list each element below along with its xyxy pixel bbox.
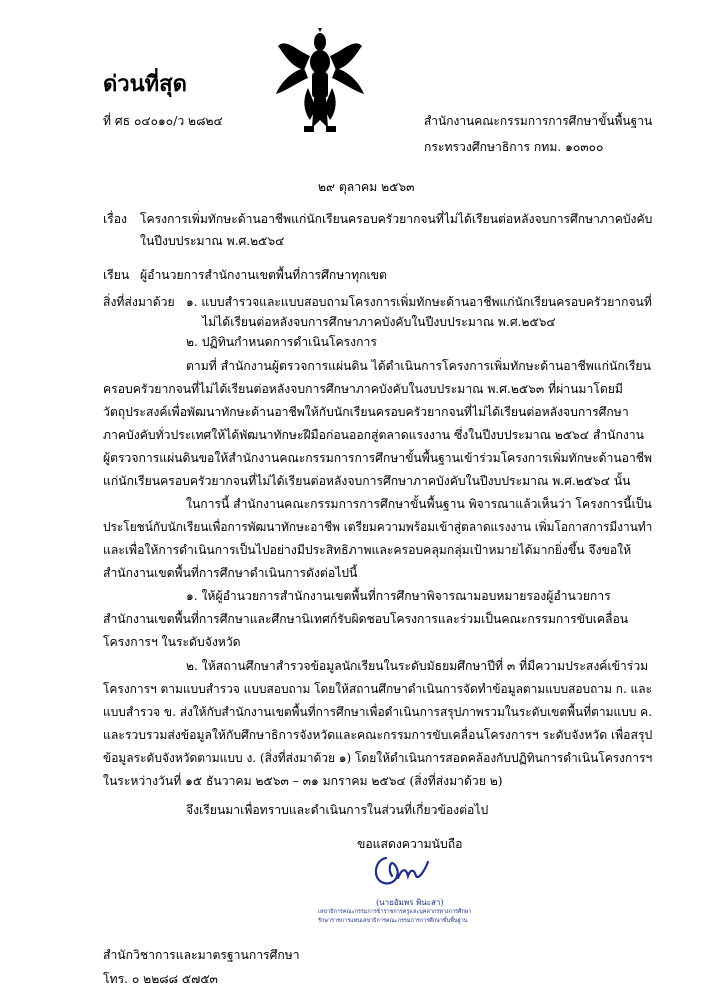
- closing-line: จึงเรียนมาเพื่อทราบและดำเนินการในส่วนที่เกี่ยวข้องต่อไป: [186, 803, 489, 817]
- paragraph-1-line: แก่นักเรียนครอบครัวยากจนที่ไม่ได้เรียนต่อหลังจบการศึกษาภาคบังคับในปีงบประมาณ พ.ศ.๒๕๖๔ นั้น: [103, 474, 631, 488]
- paragraph-3-line: สำนักงานเขตพื้นที่การศึกษาและศึกษานิเทศก์รับผิดชอบโครงการและร่วมเป็นคณะกรรมการขับเคลื่อน: [103, 612, 629, 626]
- signatory-name: (นายอัมพร พินะสา): [376, 898, 444, 907]
- paragraph-2-line: และเพื่อให้การดำเนินการเป็นไปอย่างมีประสิทธิภาพและครอบคลุมกลุ่มเป้าหมายได้มากยิ่งขึ้น จึงขอให้: [103, 543, 632, 557]
- paragraph-1-line: ตามที่ สำนักงานผู้ตรวจการแผ่นดิน ได้ดำเนินการโครงการเพิ่มทักษะด้านอาชีพแก่นักเรียน: [186, 359, 651, 373]
- paragraph-2-line: สำนักงานเขตพื้นที่การศึกษาดำเนินการดังต่อไปนี้: [103, 566, 358, 580]
- enclosure-1-line-1: ๑. แบบสำรวจและแบบสอบถามโครงการเพิ่มทักษะด้านอาชีพแก่นักเรียนครอบครัวยากจนที่: [186, 295, 652, 309]
- document-date: ๒๙ ตุลาคม ๒๕๖๓: [318, 180, 415, 194]
- paragraph-1-line: ผู้ตรวจการแผ่นดินขอให้สำนักงานคณะกรรมการการศึกษาขั้นพื้นฐานเข้าร่วมโครงการเพิ่มทักษะด้านอาชีพ: [103, 451, 653, 465]
- signatory-title-line-2: รักษาราชการแทนเลขาธิการคณะกรรมการการศึกษาขั้นพื้นฐาน: [318, 918, 468, 924]
- handwritten-signature: [368, 850, 438, 890]
- office-address: กระทรวงศึกษาธิการ กทม. ๑๐๓๐๐: [424, 140, 604, 154]
- paragraph-2-line: ประโยชน์กับนักเรียนเพื่อการพัฒนาทักษะอาชีพ เตรียมความพร้อมเข้าสู่ตลาดแรงงาน เพิ่มโอกาสการมีงานทำ: [103, 520, 653, 534]
- paragraph-4-line: ๒. ให้สถานศึกษาสำรวจข้อมูลนักเรียนในระดับมัธยมศึกษาปีที่ ๓ ที่มีความประสงค์เข้าร่วม: [186, 659, 649, 673]
- paragraph-2-line: ในการนี้ สำนักงานคณะกรรมการการศึกษาขั้นพื้นฐาน พิจารณาแล้วเห็นว่า โครงการนี้เป็น: [186, 497, 652, 511]
- paragraph-4-line: และรวบรวมส่งข้อมูลให้กับศึกษาธิการจังหวัดและคณะกรรมการขับเคลื่อนโครงการฯ ระดับจังหวัด เพื่อสรุป: [103, 728, 653, 742]
- paragraph-1-line: วัตถุประสงค์เพื่อพัฒนาทักษะด้านอาชีพให้กับนักเรียนครอบครัวยากจนที่ไม่ได้เรียนต่อหลังจบการศึกษา: [103, 405, 629, 419]
- to-value: ผู้อำนวยการสำนักงานเขตพื้นที่การศึกษาทุกเขต: [140, 268, 387, 282]
- document-number: ที่ ศธ ๐๔๐๑๐/ว ๒๘๒๔: [103, 114, 223, 128]
- paragraph-4-line: ในระหว่างวันที่ ๑๕ ธันวาคม ๒๕๖๓ – ๓๑ มกราคม ๒๕๖๔ (สิ่งที่ส่งมาด้วย ๒): [103, 774, 503, 788]
- garuda-emblem: [274, 28, 366, 136]
- paragraph-1-line: ครอบครัวยากจนที่ไม่ได้เรียนต่อหลังจบการศึกษาภาคบังคับในงบประมาณ พ.ศ.๒๕๖๓ ที่ผ่านมาโดยมี: [103, 382, 623, 396]
- subject-line-1: โครงการเพิ่มทักษะด้านอาชีพแก่นักเรียนครอบครัวยากจนที่ไม่ได้เรียนต่อหลังจบการศึกษาภาคบังคับ: [140, 212, 653, 226]
- subject-line-2: ในปีงบประมาณ พ.ศ.๒๕๖๔: [140, 234, 285, 248]
- to-label: เรียน: [103, 268, 130, 282]
- subject-label: เรื่อง: [103, 212, 127, 226]
- garuda-emblem-icon: [274, 28, 366, 136]
- footer-phone: โทร. ๐ ๒๒๘๘ ๕๗๕๓: [103, 972, 218, 986]
- paragraph-3-line: โครงการฯ ในระดับจังหวัด: [103, 635, 241, 649]
- paragraph-4-line: โครงการฯ ตามแบบสำรวจ แบบสอบถาม โดยให้สถานศึกษาดำเนินการจัดทำข้อมูลตามแบบสอบถาม ก. และ: [103, 682, 652, 696]
- office-name: สำนักงานคณะกรรมการการศึกษาขั้นพื้นฐาน: [424, 114, 653, 128]
- paragraph-1-line: ภาคบังคับทั่วประเทศให้ได้พัฒนาทักษะฝีมือก่อนออกสู่ตลาดแรงงาน ซึ่งในปีงบประมาณ ๒๕๖๔ สำนักงาน: [103, 428, 644, 442]
- urgency-label: ด่วนที่สุด: [103, 72, 187, 97]
- paragraph-4-line: แบบสำรวจ ข. ส่งให้กับสำนักงานเขตพื้นที่การศึกษาเพื่อดำเนินการสรุปภาพรวมในระดับเขตพื้นที่ตามแบบ ค.: [103, 705, 652, 719]
- paragraph-4-line: ข้อมูลระดับจังหวัดตามแบบ ง. (สิ่งที่ส่งมาด้วย ๑) โดยให้ดำเนินการสอดคล้องกับปฏิทินการดำเนินโครงการฯ: [103, 751, 653, 765]
- enclosure-2: ๒. ปฏิทินกำหนดการดำเนินโครงการ: [186, 335, 377, 349]
- footer-department: สำนักวิชาการและมาตรฐานการศึกษา: [103, 948, 300, 962]
- enclosure-1-line-2: ไม่ได้เรียนต่อหลังจบการศึกษาภาคบังคับในปีงบประมาณ พ.ศ.๒๕๖๔: [202, 315, 556, 329]
- paragraph-3-line: ๑. ให้ผู้อำนวยการสำนักงานเขตพื้นที่การศึกษาพิจารณามอบหมายรองผู้อำนวยการ: [186, 589, 611, 603]
- signatory-title-line-1: เลขาธิการคณะกรรมการข้าราชการครูและบุคลากรทางการศึกษา: [318, 909, 472, 915]
- enclosures-label: สิ่งที่ส่งมาด้วย: [103, 295, 175, 309]
- signature-icon: [368, 850, 438, 890]
- regards: ขอแสดงความนับถือ: [357, 837, 463, 851]
